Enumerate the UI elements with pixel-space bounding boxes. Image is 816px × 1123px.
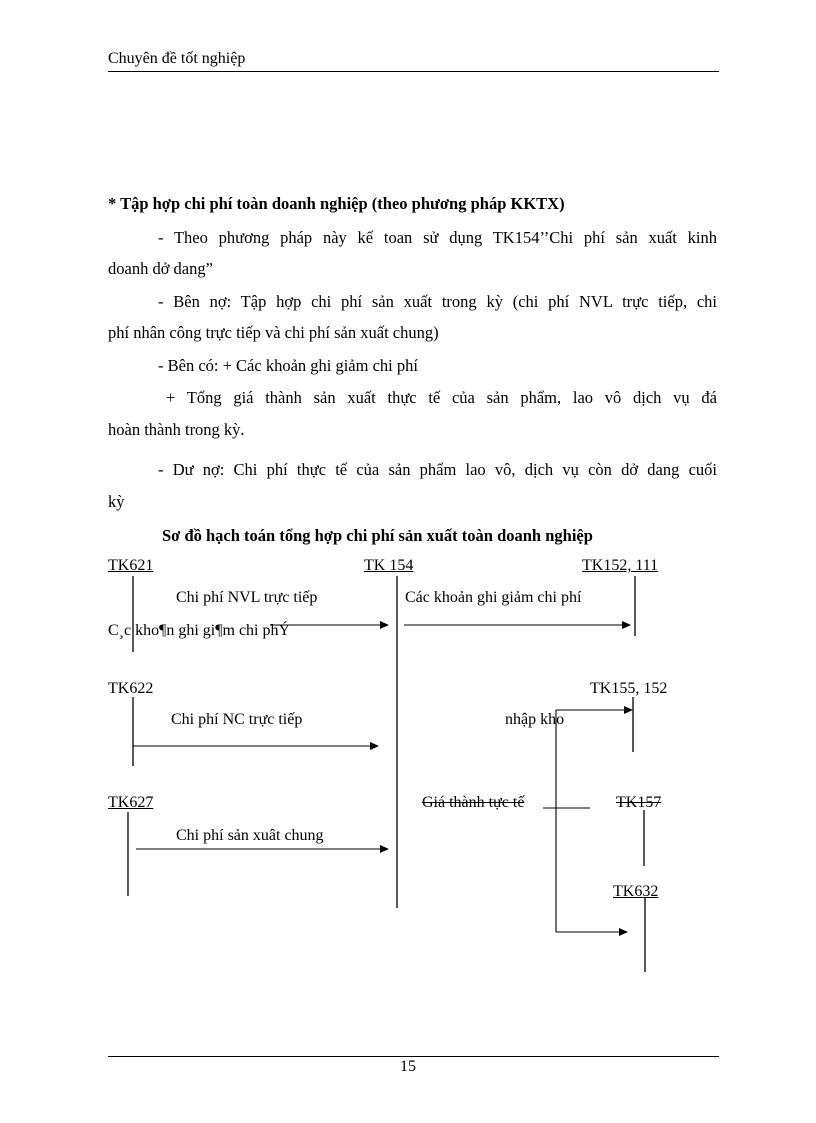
para1-line2: doanh dở dang” xyxy=(108,259,213,278)
tk622-label: TK622 xyxy=(108,680,154,697)
para4-line2: hoàn thành trong kỳ. xyxy=(108,420,245,439)
footer-rule xyxy=(108,1056,719,1057)
tk621-label: TK621 xyxy=(108,557,154,574)
diagram-title: Sơ đồ hạch toán tổng hợp chi phí sản xuất toàn doanh nghiệp xyxy=(162,526,593,545)
tk157-label: TK157 xyxy=(616,794,662,811)
tk627-label: TK627 xyxy=(108,794,154,811)
para4-line1: + Tổng giá thành sản xuất thực tế của sản phẩm, lao vô dịch vụ đá xyxy=(166,388,717,407)
para3: - Bên có: + Các khoản ghi giảm chi phí xyxy=(158,356,418,375)
label-sxc: Chi phí sản xuât chung xyxy=(176,827,324,844)
label-nc: Chi phí NC trực tiếp xyxy=(171,711,303,728)
para1-line1: - Theo phương pháp này kế toan sử dụng TK154’’Chi phí sản xuất kinh xyxy=(158,228,717,247)
section-heading: * Tập hợp chi phí toàn doanh nghiệp (theo phương pháp KKTX) xyxy=(108,194,565,213)
para5-line1: - Dư nợ: Chi phí thực tế của sản phẩm lao vô, dịch vụ còn dở dang cuối xyxy=(158,460,717,479)
document-header: Chuyên đề tốt nghiệp xyxy=(108,50,246,67)
tk155-152-label: TK155, 152 xyxy=(590,680,668,697)
tk154-label: TK 154 xyxy=(364,557,414,574)
para2-line1: - Bên nợ: Tập hợp chi phí sản xuất trong kỳ (chi phí NVL trực tiếp, chi xyxy=(158,292,717,311)
label-nvl: Chi phí NVL trực tiếp xyxy=(176,589,318,606)
para2-line2: phí nhân công trực tiếp và chi phí sản xuất chung) xyxy=(108,323,439,342)
label-giam: Các khoản ghi giảm chi phí xyxy=(405,589,582,606)
tk152-111-label: TK152, 111 xyxy=(582,557,659,574)
label-garbled: C¸c kho¶n ghi gi¶m chi phÝ xyxy=(108,622,291,639)
para5-line2: kỳ xyxy=(108,492,125,511)
tk632-label: TK632 xyxy=(613,883,659,900)
page-number: 15 xyxy=(400,1058,416,1075)
label-nhapkho: nhập kho xyxy=(505,711,565,728)
label-giathanh: Giá thành tực tế xyxy=(422,794,525,811)
